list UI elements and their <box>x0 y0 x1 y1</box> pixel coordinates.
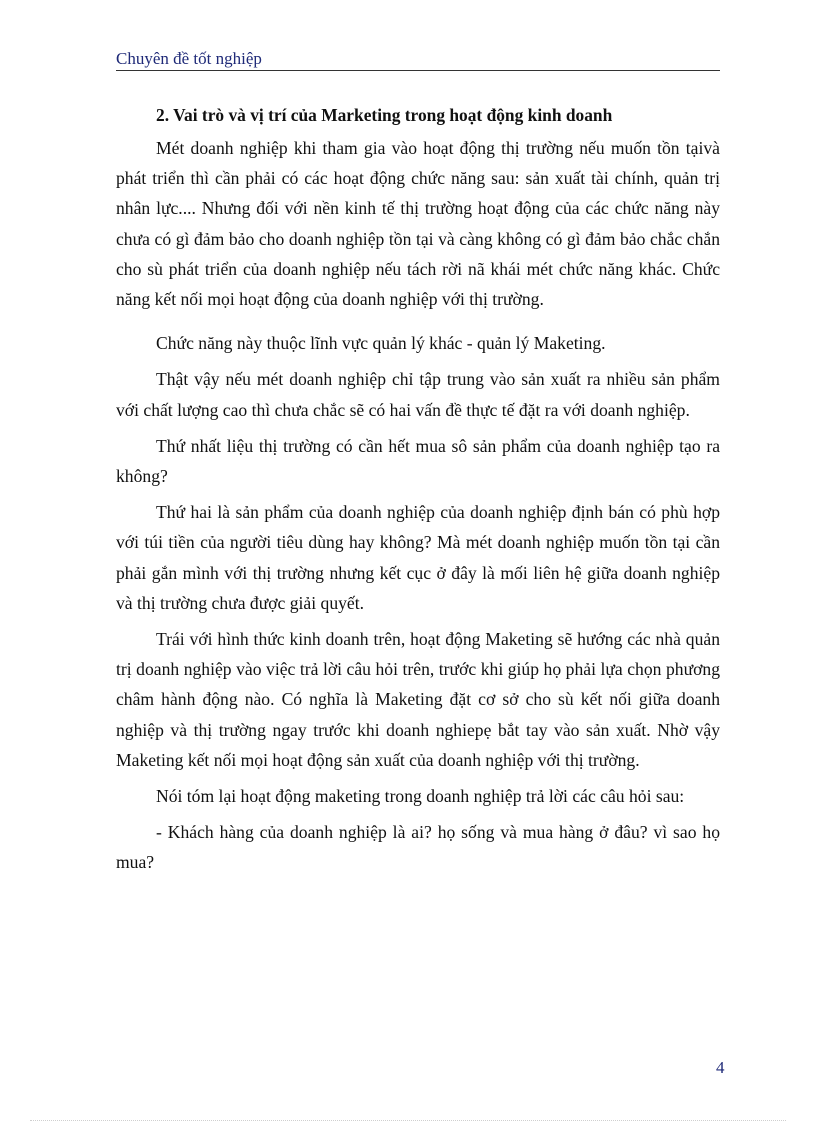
paragraph: Mét doanh nghiệp khi tham gia vào hoạt động thị trường nếu muốn tồn tạivà phát triển thì cần phải có các hoạt động chức năng sau: sản xuất tài chính, quản trị nhân lực.... Nhưng đối với nền kinh tế thị trường hoạt động của các chức năng này chưa có gì đảm bảo cho doanh nghiệp tồn tại và càng không có gì đảm bảo chắc chắn cho sù phát triển của doanh nghiệp nếu tách rời nã khái mét chức năng khác. Chức năng kết nối mọi hoạt động của doanh nghiệp với thị trường. <box>116 138 720 310</box>
paragraph: Nói tóm lại hoạt động maketing trong doanh nghiệp trả lời các câu hỏi sau: <box>156 786 685 807</box>
section-heading: 2. Vai trò và vị trí của Marketing trong hoạt động kinh doanh <box>156 105 613 125</box>
paragraph: - Khách hàng của doanh nghiệp là ai? họ sống và mua hàng ở đâu? vì sao họ mua? <box>116 822 720 873</box>
paragraph: Chức năng này thuộc lĩnh vực quản lý khác - quản lý Maketing. <box>156 333 606 354</box>
paragraph: Thứ nhất liệu thị trường có cần hết mua sô sản phẩm của doanh nghiệp tạo ra không? <box>116 435 720 487</box>
footer-divider <box>30 1120 786 1121</box>
header-title: Chuyên đề tốt nghiệp <box>116 49 262 68</box>
page-header <box>116 48 720 71</box>
page-number: 4 <box>716 1058 725 1077</box>
paragraph: Thật vậy nếu mét doanh nghiệp chỉ tập trung vào sản xuất ra nhiều sản phẩm với chất lượng cao thì chưa chắc sẽ có hai vấn đề thực tế đặt ra với doanh nghiệp. <box>116 369 720 420</box>
paragraph: Trái với hình thức kinh doanh trên, hoạt động Maketing sẽ hướng các nhà quản trị doanh nghiệp vào việc trả lời câu hỏi trên, trước khi giúp họ phải lựa chọn phương châm hành động nào. Có nghĩa là Maketing đặt cơ sở cho sù kết nối giữa doanh nghiệp và thị trường ngay trước khi doanh nghiepẹ bắt tay vào sản xuất. Nhờ vậy Maketing kết nối mọi hoạt động sản xuất của doanh nghiệp với thị trường. <box>116 629 720 770</box>
paragraph: Thứ hai là sản phẩm của doanh nghiệp của doanh nghiệp định bán có phù hợp với túi tiền của người tiêu dùng hay không? Mà mét doanh nghiệp muốn tồn tại cần phải gắn mình với thị trường nhưng kết cục ở đây là mối liên hệ giữa doanh nghiệp và thị trường chưa được giải quyết. <box>116 502 720 613</box>
document-body <box>116 100 720 884</box>
